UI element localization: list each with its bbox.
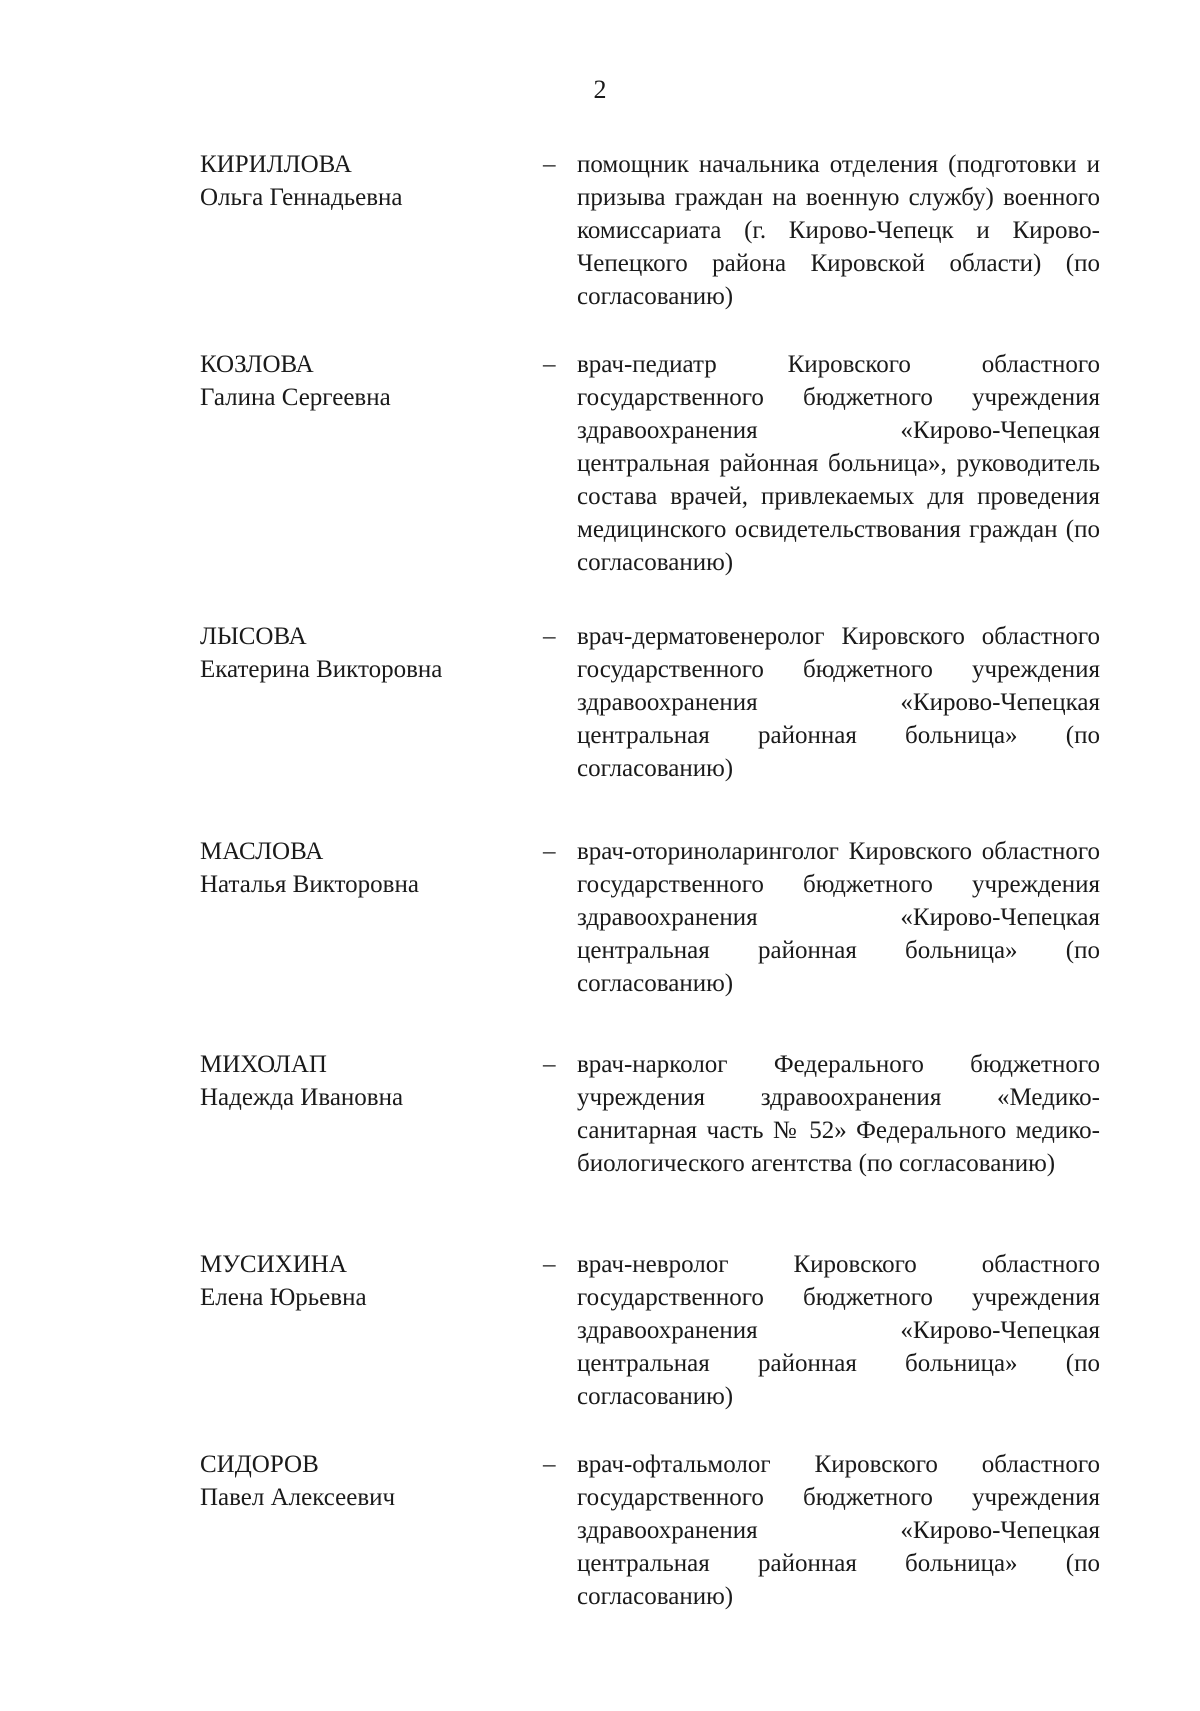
member-name bbox=[200, 148, 530, 214]
entry-dash: – bbox=[543, 151, 556, 178]
member-given-names: Елена Юрьевна bbox=[200, 1284, 367, 1311]
member-surname: ЛЫСОВА bbox=[200, 623, 307, 650]
member-name bbox=[200, 620, 530, 686]
member-given-names: Галина Сергеевна bbox=[200, 384, 391, 411]
member-given-names: Ольга Геннадьевна bbox=[200, 184, 403, 211]
member-position: помощник начальника отделения (подготовки и призыва граждан на военную службу) военного комиссариата (г. Кирово-Чепецк и Кирово-Чепецкого района Кировской области) (по согласованию) bbox=[577, 151, 1100, 310]
entry-dash: – bbox=[543, 1251, 556, 1278]
member-position: врач-офтальмолог Кировского областного государственного бюджетного учреждения здравоохранения «Кирово-Чепецкая центральная районная больница» (по согласованию) bbox=[577, 1451, 1100, 1610]
member-name bbox=[200, 1048, 530, 1114]
member-surname: МИХОЛАП bbox=[200, 1051, 327, 1078]
member-name bbox=[200, 348, 530, 414]
member-given-names: Надежда Ивановна bbox=[200, 1084, 404, 1111]
entry-dash: – bbox=[543, 1451, 556, 1478]
member-position: врач-оториноларинголог Кировского областного государственного бюджетного учреждения здравоохранения «Кирово-Чепецкая центральная районная больница» (по согласованию) bbox=[577, 838, 1100, 997]
entry-dash: – bbox=[543, 838, 556, 865]
member-surname: КИРИЛЛОВА bbox=[200, 151, 352, 178]
member-position: врач-невролог Кировского областного государственного бюджетного учреждения здравоохранения «Кирово-Чепецкая центральная районная больница» (по согласованию) bbox=[577, 1251, 1100, 1410]
member-surname: КОЗЛОВА bbox=[200, 351, 314, 378]
page-number: 2 bbox=[593, 75, 607, 104]
member-position: врач-дерматовенеролог Кировского областного государственного бюджетного учреждения здравоохранения «Кирово-Чепецкая центральная районная больница» (по согласованию) bbox=[577, 623, 1100, 782]
member-surname: СИДОРОВ bbox=[200, 1451, 319, 1478]
member-given-names: Екатерина Викторовна bbox=[200, 656, 443, 683]
member-name bbox=[200, 1448, 530, 1514]
entry-dash: – bbox=[543, 623, 556, 650]
member-given-names: Наталья Викторовна bbox=[200, 871, 419, 898]
member-name bbox=[200, 835, 530, 901]
member-name bbox=[200, 1248, 530, 1314]
member-given-names: Павел Алексеевич bbox=[200, 1484, 396, 1511]
member-position: врач-педиатр Кировского областного государственного бюджетного учреждения здравоохранения «Кирово-Чепецкая центральная районная больница», руководитель состава врачей, привлекаемых для проведения медицинского освидетельствования граждан (по согласованию) bbox=[577, 351, 1100, 576]
entry-dash: – bbox=[543, 351, 556, 378]
member-surname: МАСЛОВА bbox=[200, 838, 324, 865]
entry-dash: – bbox=[543, 1051, 556, 1078]
member-position: врач-нарколог Федерального бюджетного учреждения здравоохранения «Медико-санитарная часть № 52» Федерального медико-биологического агентства (по согласованию) bbox=[577, 1051, 1100, 1177]
member-surname: МУСИХИНА bbox=[200, 1251, 347, 1278]
